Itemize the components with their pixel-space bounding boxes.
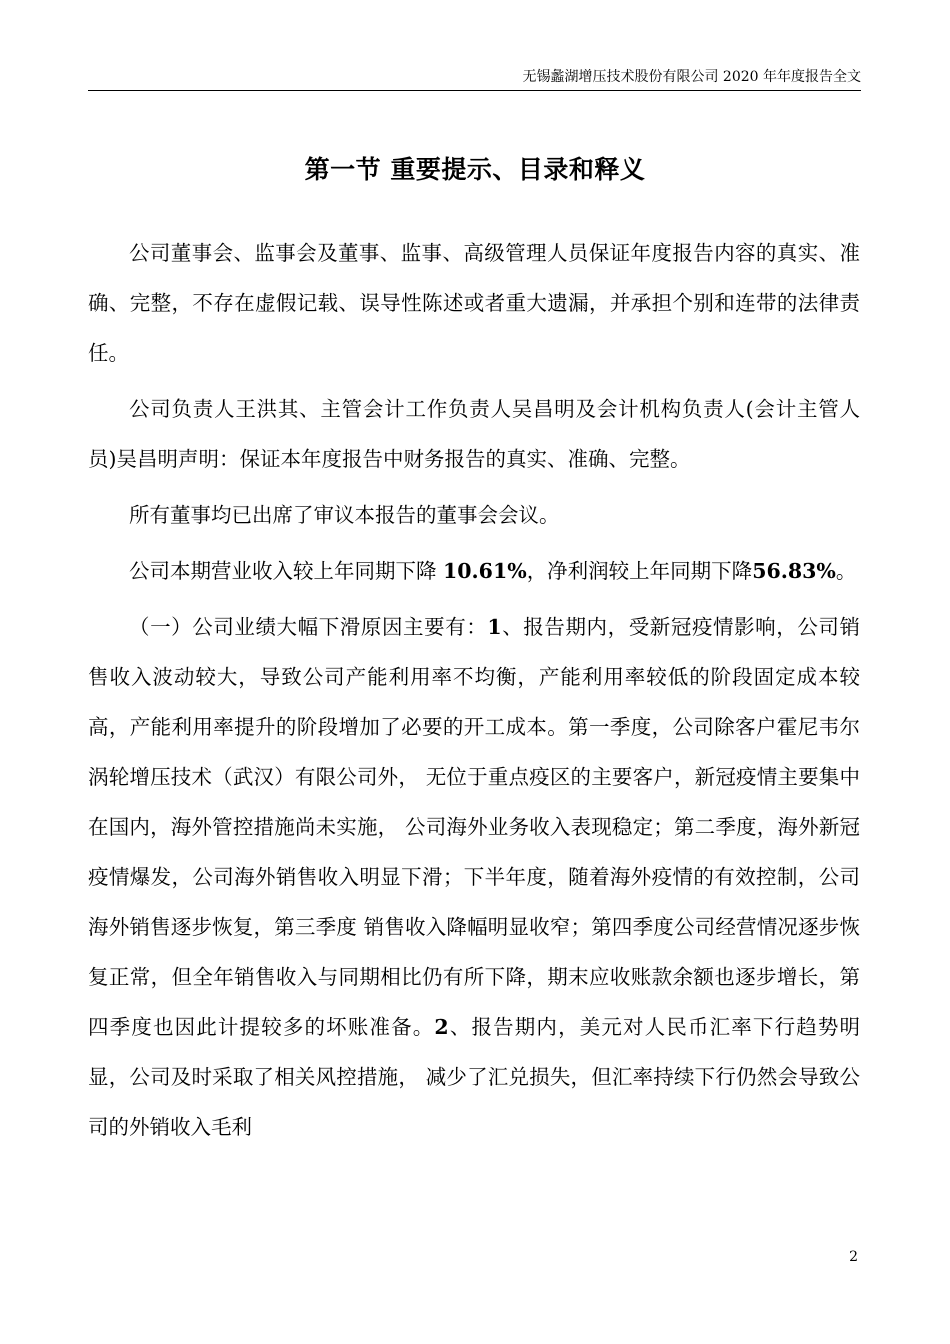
reasons-intro: （一）公司业绩大幅下滑原因主要有： [129, 615, 488, 639]
performance-text-1: 公司本期营业收入较上年同期下降 [129, 559, 444, 583]
header-title: 无锡蠡湖增压技术股份有限公司 2020 年年度报告全文 [522, 69, 861, 85]
reason-1-text: 、报告期内，受新冠疫情影响，公司销售收入波动较大，导致公司产能利用率不均衡，产能利用率较低的阶段固定成本较高，产能利用率提升的阶段增加了必要的开工成本。第一季度，公司除客户霍尼韦尔涡轮增压技术（武汉）有限公司外， 无位于重点疫区的主要客户，新冠疫情主要集中在国内，海外管控措施尚未实施， 公司海外业务收入表现稳定；第二季度，海外新冠疫情爆发，公司海外销售收入明显下滑；下半年度，随着海外疫情的有效控制，公司海外销售逐步恢复，第三季度 销售收入降幅明显收窄；第四季度公司经营情况逐步恢复正常，但全年销售收入与同期相比仍有所下降，期末应收账款余额也逐步增长，第四季度也因此计提较多的坏账准备。 [88, 615, 861, 1039]
reason-2-number: 2 [434, 1015, 449, 1039]
paragraph-performance [88, 546, 860, 596]
profit-change-value: 56.83% [752, 559, 836, 583]
paragraph-declaration: 公司负责人王洪其、主管会计工作负责人吴昌明及会计机构负责人(会计主管人员)吴昌明声明：保证本年度报告中财务报告的真实、准确、完整。 [88, 397, 860, 471]
document-body [88, 228, 860, 1158]
revenue-change-value: 10.61% [443, 559, 527, 583]
paragraph-reasons [88, 602, 860, 1152]
page-number: 2 [849, 1249, 858, 1265]
reason-1-number: 1 [487, 615, 502, 639]
paragraph-responsibility: 公司董事会、监事会及董事、监事、高级管理人员保证年度报告内容的真实、准确、完整，不存在虚假记载、误导性陈述或者重大遗漏，并承担个别和连带的法律责任。 [88, 241, 860, 365]
paragraph-attendance: 所有董事均已出席了审议本报告的董事会会议。 [129, 503, 560, 527]
section-title: 第一节 重要提示、目录和释义 [304, 155, 646, 184]
performance-text-2: ，净利润较上年同期下降 [526, 559, 753, 583]
page-header [88, 68, 861, 91]
reason-2-text: 、报告期内，美元对人民币汇率下行趋势明显，公司及时采取了相关风控措施， 减少了汇兑损失，但汇率持续下行仍然会导致公司的外销收入毛利 [88, 1015, 861, 1139]
performance-text-3: 。 [835, 559, 857, 583]
